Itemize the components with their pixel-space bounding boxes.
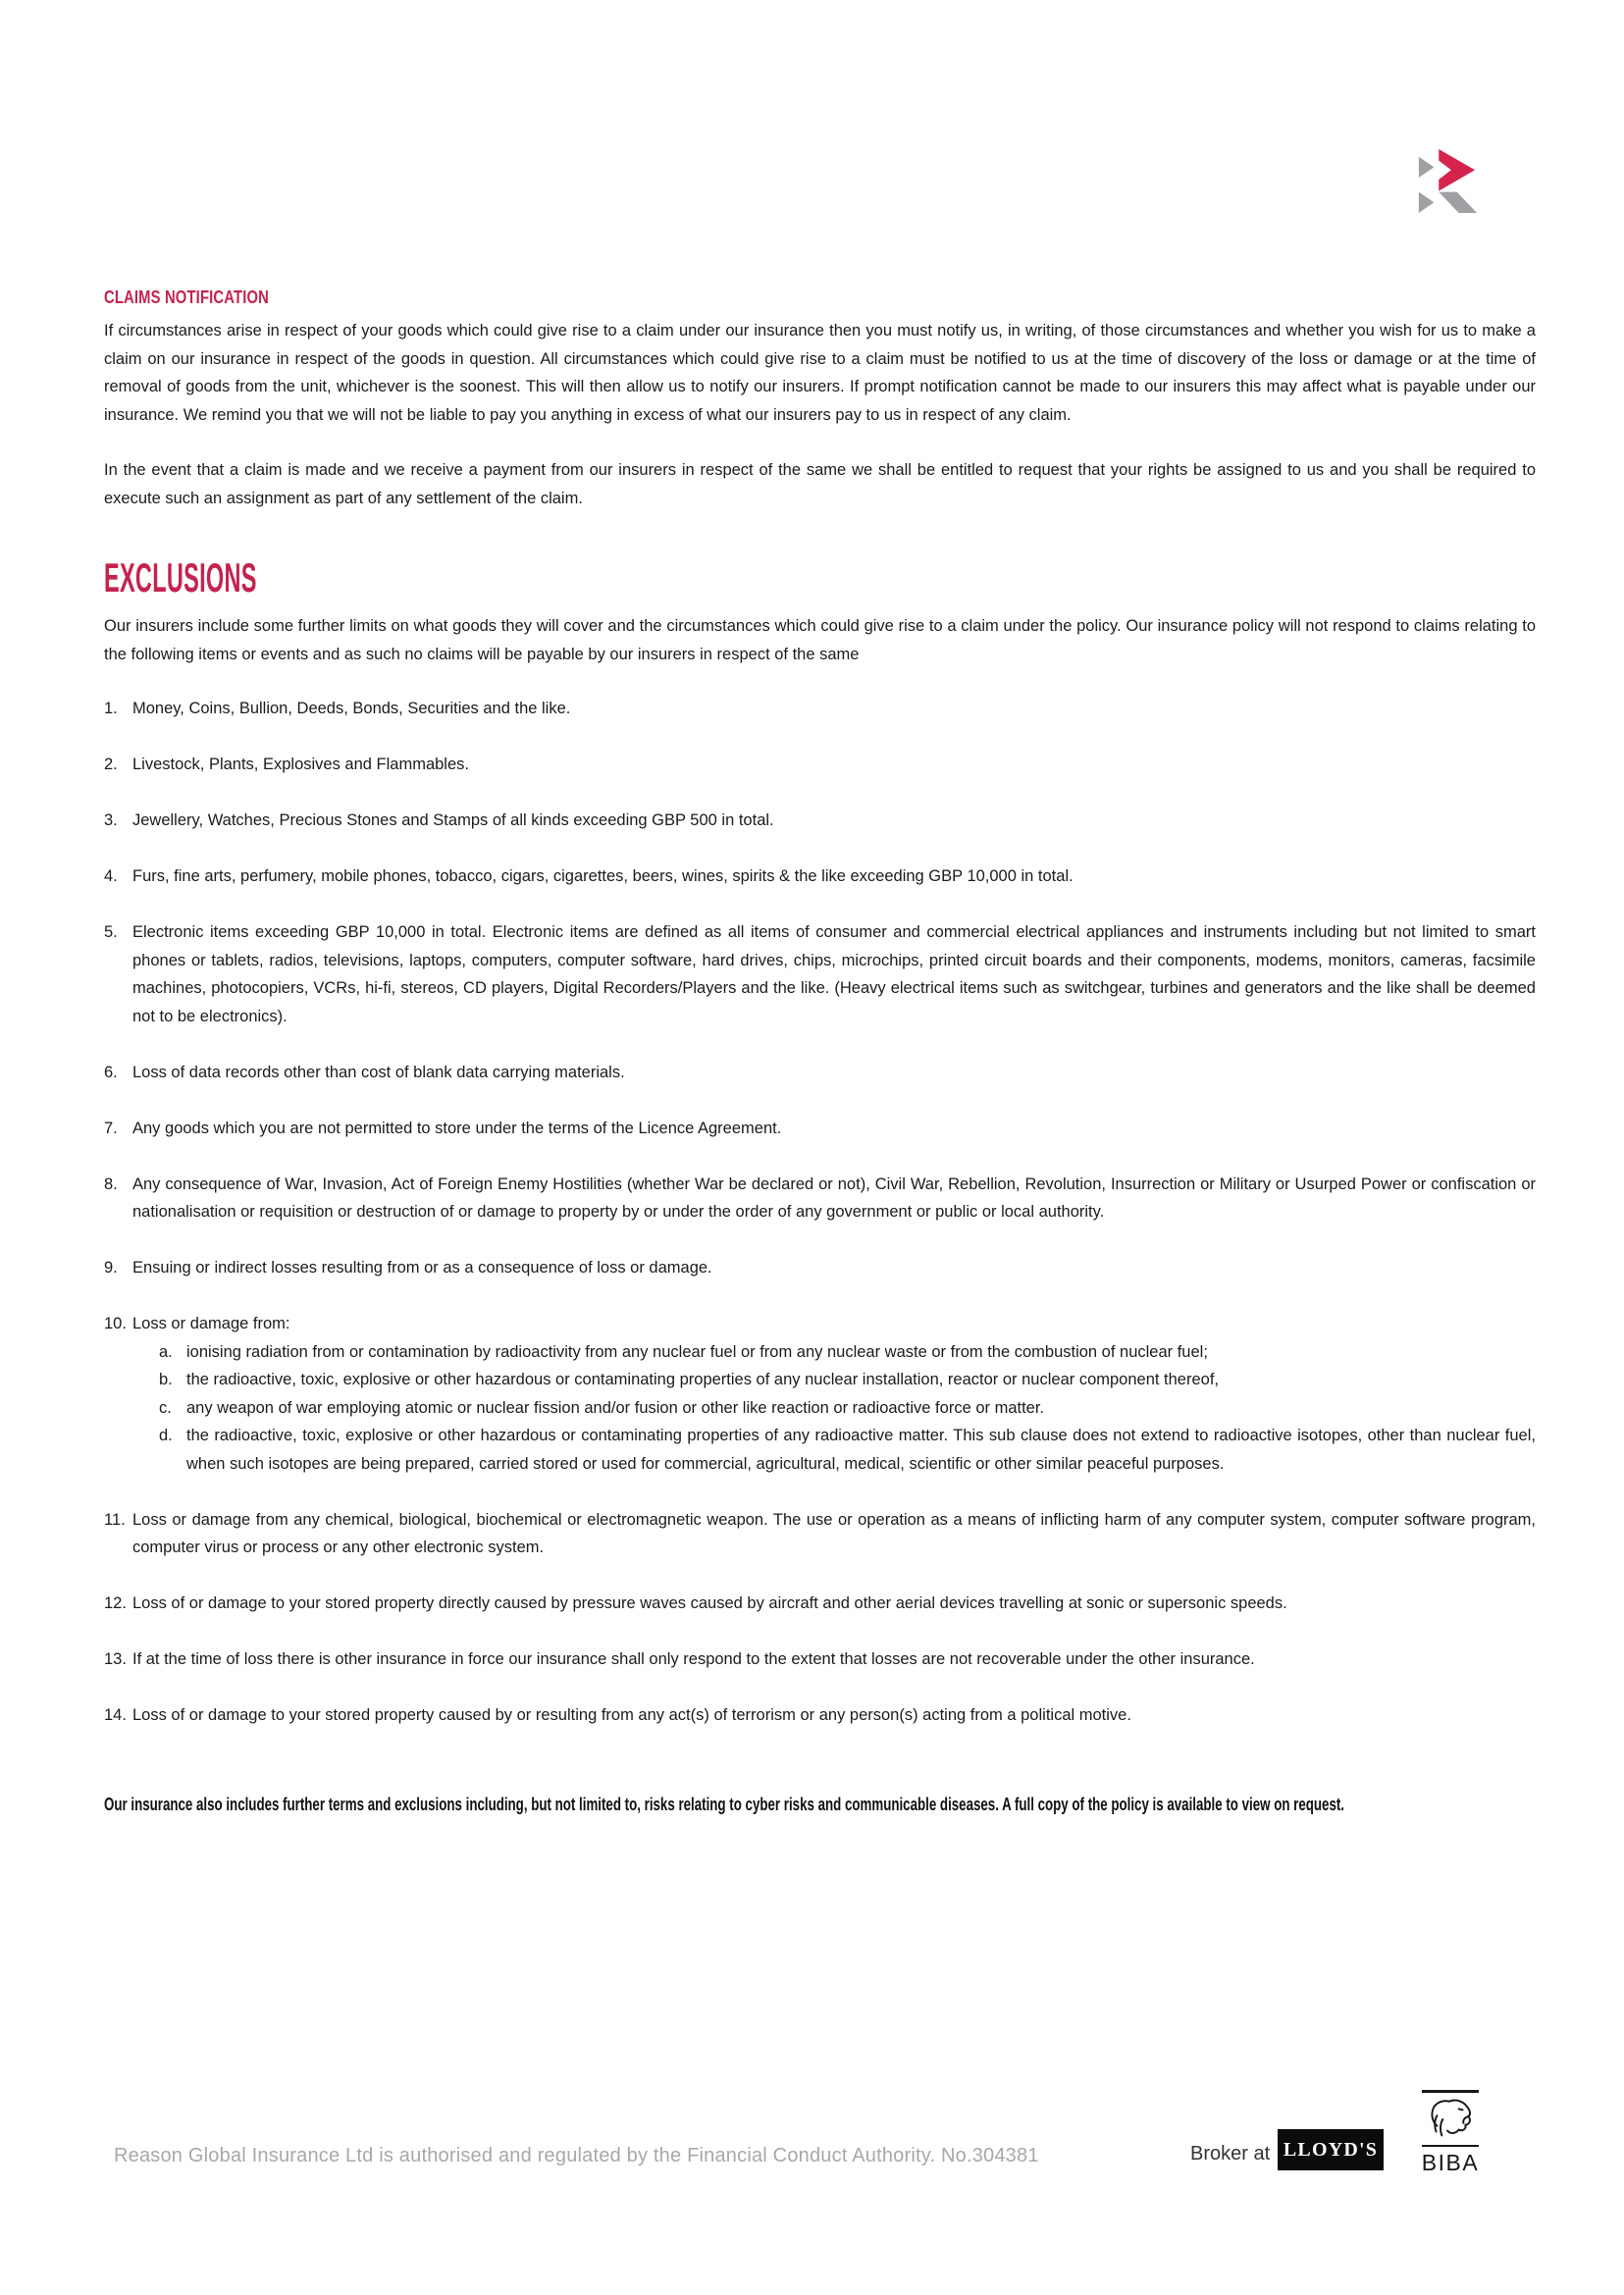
list-item xyxy=(104,1171,1536,1226)
list-item-text: Loss of or damage to your stored property caused by or resulting from any act(s) of terrorism or any person(s) acting from a political motive. xyxy=(132,1706,1131,1724)
list-item-text: Ensuing or indirect losses resulting from or as a consequence of loss or damage. xyxy=(132,1259,712,1277)
list-item xyxy=(104,1310,1536,1478)
list-item-number: 3. xyxy=(104,811,118,829)
list-item xyxy=(104,1115,1536,1143)
sub-list-item xyxy=(159,1338,1536,1367)
biba-lion-icon xyxy=(1424,2096,1477,2143)
list-item-number: 4. xyxy=(104,867,118,885)
list-item-text: Any consequence of War, Invasion, Act of Foreign Enemy Hostilities (whether War be declared or not), Civil War, Rebellion, Revolution, Insurrection or Military or Usurped Power or confiscation or nationalisation or requisition or destruction of or damage to property by or under the order of any government or public or local authority. xyxy=(132,1174,1536,1221)
list-item-number: 5. xyxy=(104,923,118,941)
list-item-number: 2. xyxy=(104,756,118,773)
list-item xyxy=(104,862,1536,891)
exclusions-heading: EXCLUSIONS xyxy=(104,554,257,600)
list-item-number: 1. xyxy=(104,700,118,717)
sub-list-item xyxy=(159,1422,1536,1478)
list-item xyxy=(104,1590,1536,1618)
list-item-number: 9. xyxy=(104,1259,118,1277)
lloyds-badge xyxy=(1278,2129,1384,2170)
list-item xyxy=(104,918,1536,1030)
regulatory-footer-text: Reason Global Insurance Ltd is authorised and regulated by the Financial Conduct Authority. No.304381 xyxy=(114,2145,1039,2166)
sub-list-item xyxy=(159,1366,1536,1394)
list-item-text: Any goods which you are not permitted to store under the terms of the Licence Agreement. xyxy=(132,1119,782,1137)
list-item xyxy=(104,1506,1536,1562)
list-item-text: Livestock, Plants, Explosives and Flammables. xyxy=(132,756,469,773)
exclusions-intro: Our insurers include some further limits on what goods they will cover and the circumstances which could give rise to a claim under the policy. Our insurance policy will not respond to claims relating to the following items or events and as such no claims will be payable by our insurers in respect of the same xyxy=(104,617,1536,663)
further-terms-note-text: Our insurance also includes further terms and exclusions including, but not limited to, risks relating to cyber risks and communicable diseases. A full copy of the policy is available to view on request. xyxy=(104,1794,1344,1814)
sub-item-letter: c. xyxy=(159,1398,172,1417)
list-item-text: Loss of or damage to your stored property directly caused by pressure waves caused by aircraft and other aerial devices travelling at sonic or supersonic speeds. xyxy=(132,1594,1287,1612)
list-item-number: 7. xyxy=(104,1119,118,1137)
biba-bottom-rule xyxy=(1422,2145,1479,2148)
claims-paragraph-2: In the event that a claim is made and we receive a payment from our insurers in respect of the same we shall be entitled to request that your rights be assigned to us and you shall be required to execute such an assignment as part of any settlement of the claim. xyxy=(104,461,1536,507)
biba-top-rule xyxy=(1422,2090,1479,2093)
list-item-text: Loss or damage from: xyxy=(132,1315,290,1332)
list-item-text: Furs, fine arts, perfumery, mobile phones, tobacco, cigars, cigarettes, beers, wines, spirits & the like exceeding GBP 10,000 in total. xyxy=(132,867,1074,885)
reason-global-logo-icon xyxy=(1415,144,1478,215)
list-item xyxy=(104,695,1536,723)
list-item-number: 11. xyxy=(104,1510,126,1529)
list-item-text: Loss or damage from any chemical, biological, biochemical or electromagnetic weapon. The use or operation as a means of inflicting harm of any computer system, computer software program, computer virus or process or any other electronic system. xyxy=(132,1510,1536,1556)
sub-item-letter: b. xyxy=(159,1371,173,1388)
exclusions-list xyxy=(104,695,1536,1730)
lloyds-badge-label: LLOYD'S xyxy=(1283,2138,1379,2161)
list-item-text: If at the time of loss there is other insurance in force our insurance shall only respond to the extent that losses are not recoverable under the other insurance. xyxy=(132,1650,1255,1668)
sub-item-text: the radioactive, toxic, explosive or other hazardous or contaminating properties of any radioactive matter. This sub clause does not extend to radioactive isotopes, other than nuclear fuel, when such isotopes are being prepared, carried stored or used for commercial, agricultural, medical, scientific or other similar peaceful purposes. xyxy=(186,1427,1536,1473)
list-item-text: Jewellery, Watches, Precious Stones and Stamps of all kinds exceeding GBP 500 in total. xyxy=(132,811,774,829)
sub-item-text: ionising radiation from or contamination by radioactivity from any nuclear fuel or from any nuclear waste or from the combustion of nuclear fuel; xyxy=(186,1342,1208,1361)
list-item-number: 14. xyxy=(104,1706,127,1724)
list-item-number: 12. xyxy=(104,1594,127,1612)
list-item-text: Loss of data records other than cost of blank data carrying materials. xyxy=(132,1063,625,1081)
broker-at-label: Broker at xyxy=(1190,2143,1271,2165)
further-terms-note xyxy=(104,1791,1536,1819)
list-item-text: Electronic items exceeding GBP 10,000 in total. Electronic items are defined as all items of consumer and commercial electrical appliances and instruments including but not limited to smart phones or tablets, radios, televisions, laptops, computers, computer software, hard drives, chips, microchips, printed circuit boards and their components, modems, monitors, cameras, facsimile machines, photocopiers, VCRs, hi-fi, stereos, CD players, Digital Recorders/Players and the like. (Heavy electrical items such as switchgear, turbines and generators and the like shall be deemed not to be electronics). xyxy=(132,923,1536,1025)
list-item-number: 8. xyxy=(104,1174,118,1193)
sub-item-text: any weapon of war employing atomic or nuclear fission and/or fusion or other like reaction or radioactive force or matter. xyxy=(186,1398,1045,1417)
list-item xyxy=(104,1059,1536,1087)
biba-label: BIBA xyxy=(1421,2150,1480,2175)
claims-paragraph-1: If circumstances arise in respect of your goods which could give rise to a claim under our insurance then you must notify us, in writing, of those circumstances and whether you wish for us to make a claim on our insurance in respect of the goods in question. All circumstances which could give rise to a claim must be notified to us at the time of discovery of the loss or damage or at the time of removal of goods from the unit, whichever is the soonest. This will then allow us to notify our insurers. If prompt notification cannot be made to our insurers this may affect what is payable under our insurance. We remind you that we will not be liable to pay you anything in excess of what our insurers pay to us in respect of any claim. xyxy=(104,322,1536,424)
sub-item-letter: d. xyxy=(159,1427,173,1444)
sub-list xyxy=(159,1338,1536,1479)
list-item-number: 13. xyxy=(104,1650,127,1668)
sub-list-item xyxy=(159,1394,1536,1423)
list-item-number: 10. xyxy=(104,1315,127,1332)
list-item-number: 6. xyxy=(104,1063,118,1081)
list-item xyxy=(104,1701,1536,1730)
claims-notification-heading: CLAIMS NOTIFICATION xyxy=(104,287,270,307)
list-item-text: Money, Coins, Bullion, Deeds, Bonds, Securities and the like. xyxy=(132,700,571,717)
biba-logo xyxy=(1421,2090,1480,2176)
list-item xyxy=(104,1254,1536,1282)
sub-item-letter: a. xyxy=(159,1342,173,1361)
sub-item-text: the radioactive, toxic, explosive or other hazardous or contaminating properties of any nuclear installation, reactor or nuclear component thereof, xyxy=(186,1371,1219,1388)
list-item xyxy=(104,807,1536,835)
list-item xyxy=(104,751,1536,779)
list-item xyxy=(104,1645,1536,1674)
